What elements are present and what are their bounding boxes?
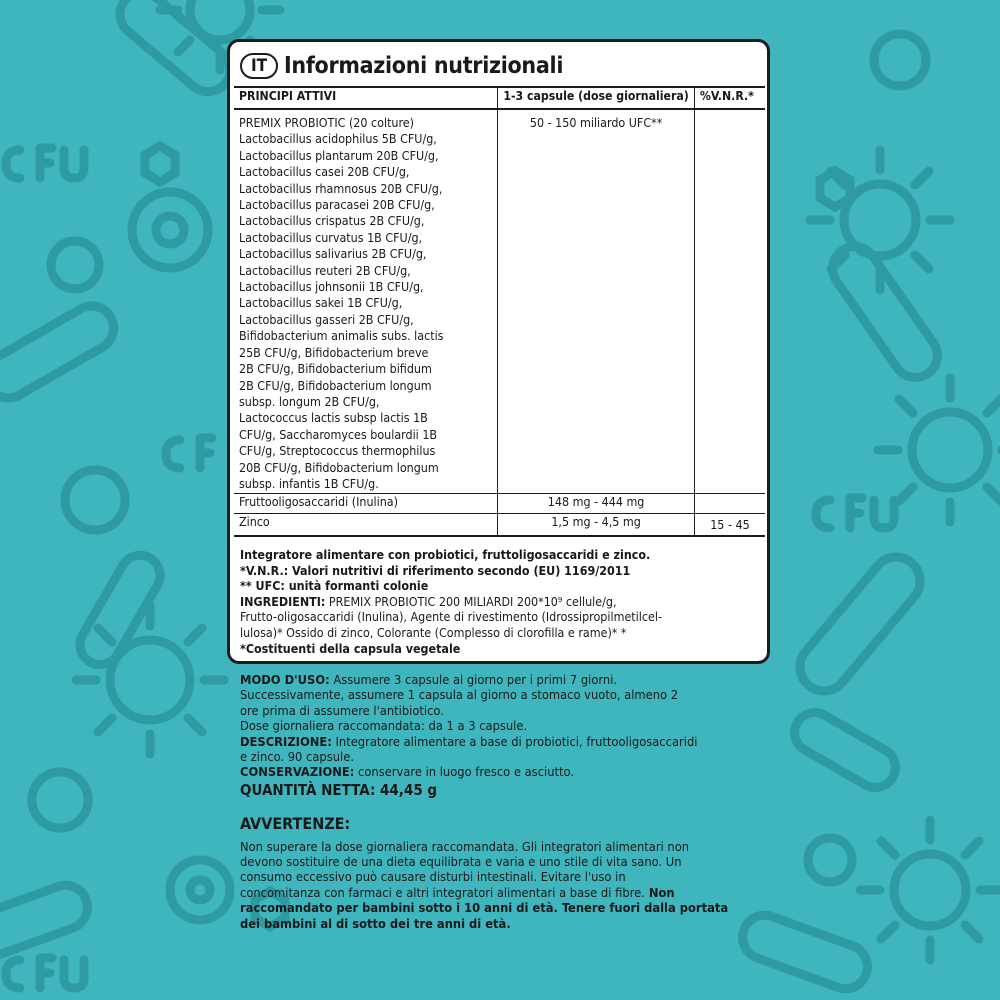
ufc-note: ** UFC: unità formanti colonie xyxy=(240,578,429,594)
panel-title: Informazioni nutrizionali xyxy=(284,53,564,79)
ring-icon xyxy=(132,192,208,268)
fos-dose-cell: 148 mg - 444 mg xyxy=(498,494,695,514)
strain-line: Lactobacillus reuteri 2B CFU/g, xyxy=(239,262,411,278)
strain-line: subsp. longum 2B CFU/g, xyxy=(239,393,380,409)
ring-icon xyxy=(874,34,926,86)
strain-line: Lactobacillus curvatus 1B CFU/g, xyxy=(239,229,423,245)
strain-line: Lactobacillus crispatus 2B CFU/g, xyxy=(239,213,425,229)
strain-line: CFU/g, Streptococcus thermophilus xyxy=(239,443,436,459)
usage-line: Successivamente, assumere 1 capsula al giorno a stomaco vuoto, almeno 2 xyxy=(240,688,679,704)
strain-line: PREMIX PROBIOTIC (20 colture) xyxy=(239,115,415,130)
strain-line: 2B CFU/g, Bifidobacterium bifidum xyxy=(239,361,432,377)
strain-line: Lactobacillus sakei 1B CFU/g, xyxy=(239,295,403,311)
strain-line: Lactobacillus salivarius 2B CFU/g, xyxy=(239,246,427,262)
premix-dose-cell: 50 - 150 miliardo UFC** xyxy=(498,109,695,494)
strain-line: 2B CFU/g, Bifidobacterium longum xyxy=(239,377,432,393)
storage-line: conservare in luogo fresco e asciutto. xyxy=(354,765,574,781)
sun-icon xyxy=(860,820,1000,960)
storage-label: CONSERVAZIONE: xyxy=(240,765,355,781)
strain-line: Lactobacillus gasseri 2B CFU/g, xyxy=(239,311,414,327)
usage-line: Assumere 3 capsule al giorno per i primi 7 giorni. xyxy=(329,673,618,688)
nutrition-panel xyxy=(227,39,770,664)
description-line: e zinco. 90 capsule. xyxy=(240,750,354,766)
strain-line: Lactobacillus johnsonii 1B CFU/g, xyxy=(239,279,424,295)
fos-vnr-cell xyxy=(694,494,765,514)
strain-line: Lactobacillus plantarum 20B CFU/g, xyxy=(239,147,439,163)
ingredients-line: PREMIX PROBIOTIC 200 MILIARDI 200*10⁹ cellule/g, xyxy=(325,593,617,609)
strain-line: Lactobacillus rhamnosus 20B CFU/g, xyxy=(239,180,443,196)
usage-label: MODO D'USO: xyxy=(240,673,330,688)
zinc-vnr-cell: 15 - 45 xyxy=(694,514,765,537)
strain-line: CFU/g, Saccharomyces boulardii 1B xyxy=(239,426,438,442)
ingredients-label: INGREDIENTI: xyxy=(240,593,326,609)
column-header-vnr: %V.N.R.* xyxy=(694,87,765,109)
strain-line: Lactobacillus paracasei 20B CFU/g, xyxy=(239,197,435,213)
premix-vnr-cell xyxy=(694,109,765,494)
storage-text xyxy=(240,765,770,780)
warning-line: consumo eccessivo può causare disturbi intestinali. Evitare l'uso in xyxy=(240,870,626,886)
ingredients-line: Frutto-oligosaccaridi (Inulina), Agente di rivestimento (Idrossipropilmetilcel- xyxy=(240,609,662,625)
strain-line: Bifidobacterium animalis subs. lactis xyxy=(239,328,444,344)
ring-icon xyxy=(32,772,88,828)
cfu-glyph xyxy=(166,438,212,468)
panel-notes xyxy=(240,547,762,656)
table-header-row xyxy=(234,87,765,109)
ring-icon xyxy=(170,860,230,920)
usage-line: ore prima di assumere l'antibiotico. xyxy=(240,703,444,719)
strain-line: 20B CFU/g, Bifidobacterium longum xyxy=(239,459,439,475)
warning-line xyxy=(240,886,770,901)
cfu-glyph xyxy=(6,148,84,178)
table-row xyxy=(234,109,765,494)
hexagon-icon xyxy=(145,146,175,182)
net-quantity: QUANTITÀ NETTA: 44,45 g xyxy=(240,780,438,799)
table-row xyxy=(234,514,765,537)
strain-line: Lactococcus lactis subsp lactis 1B xyxy=(239,410,428,426)
premix-strains-cell xyxy=(234,109,498,494)
ingredients-text xyxy=(240,594,762,610)
warnings-title: AVVERTENZE: xyxy=(240,814,351,834)
panel-header xyxy=(240,50,563,82)
warning-text-bold: Non xyxy=(644,885,675,901)
pill-icon xyxy=(787,705,902,795)
ring-icon xyxy=(65,470,125,530)
cfu-glyph xyxy=(6,958,84,988)
column-header-active: PRINCIPI ATTIVI xyxy=(234,87,498,109)
description-line: Integratore alimentare a base di probiotici, fruttooligosaccaridi xyxy=(331,734,698,750)
nutrition-table xyxy=(234,86,765,537)
warning-line: devono sostituire de una dieta equilibrata e varia e uno stile di vita sano. Un xyxy=(240,855,682,871)
fos-name-cell: Fruttooligosaccaridi (Inulina) xyxy=(234,494,498,514)
zinc-dose-cell: 1,5 mg - 4,5 mg xyxy=(498,514,695,537)
table-row xyxy=(234,494,765,514)
warning-line: Non superare la dose giornaliera raccomandata. Gli integratori alimentari non xyxy=(240,839,690,855)
ring-icon xyxy=(51,241,99,289)
ingredients-line: lulosa)* Ossido di zinco, Colorante (Complesso di clorofilla e rame)* * xyxy=(240,624,627,640)
vnr-note: *V.N.R.: Valori nutritivi di riferimento secondo (EU) 1169/2011 xyxy=(240,562,631,578)
strain-line: 25B CFU/g, Bifidobacterium breve xyxy=(239,344,429,360)
pill-icon xyxy=(0,879,94,965)
zinc-name-cell: Zinco xyxy=(234,514,498,537)
usage-line: Dose giornaliera raccomandata: da 1 a 3 capsule. xyxy=(240,719,528,735)
column-header-dose: 1-3 capsule (dose giornaliera) xyxy=(498,87,695,109)
strain-line: Lactobacillus casei 20B CFU/g, xyxy=(239,164,410,180)
warning-line-bold: raccomandato per bambini sotto i 10 anni di età. Tenere fuori dalla portata xyxy=(240,901,729,917)
capsule-note: *Costituenti della capsula vegetale xyxy=(240,640,461,656)
sun-icon xyxy=(76,606,224,754)
strain-line: subsp. infantis 1B CFU/g. xyxy=(239,475,379,491)
warning-line-bold: dei bambini al di sotto dei tre anni di età. xyxy=(240,916,511,932)
supplement-note: Integratore alimentare con probiotici, fruttoligosaccaridi e zinco. xyxy=(240,547,651,562)
pill-icon xyxy=(790,547,930,700)
usage-text xyxy=(240,673,770,688)
warning-text: concomitanza con farmaci e altri integratori alimentari a base di fibre. xyxy=(240,885,645,901)
product-info xyxy=(240,673,770,932)
pill-icon xyxy=(0,298,122,406)
strain-line: Lactobacillus acidophilus 5B CFU/g, xyxy=(239,131,437,147)
description-label: DESCRIZIONE: xyxy=(240,734,332,750)
ring-icon xyxy=(808,838,852,882)
language-badge: IT xyxy=(240,53,278,79)
description-text xyxy=(240,735,770,750)
cfu-glyph xyxy=(816,498,894,528)
